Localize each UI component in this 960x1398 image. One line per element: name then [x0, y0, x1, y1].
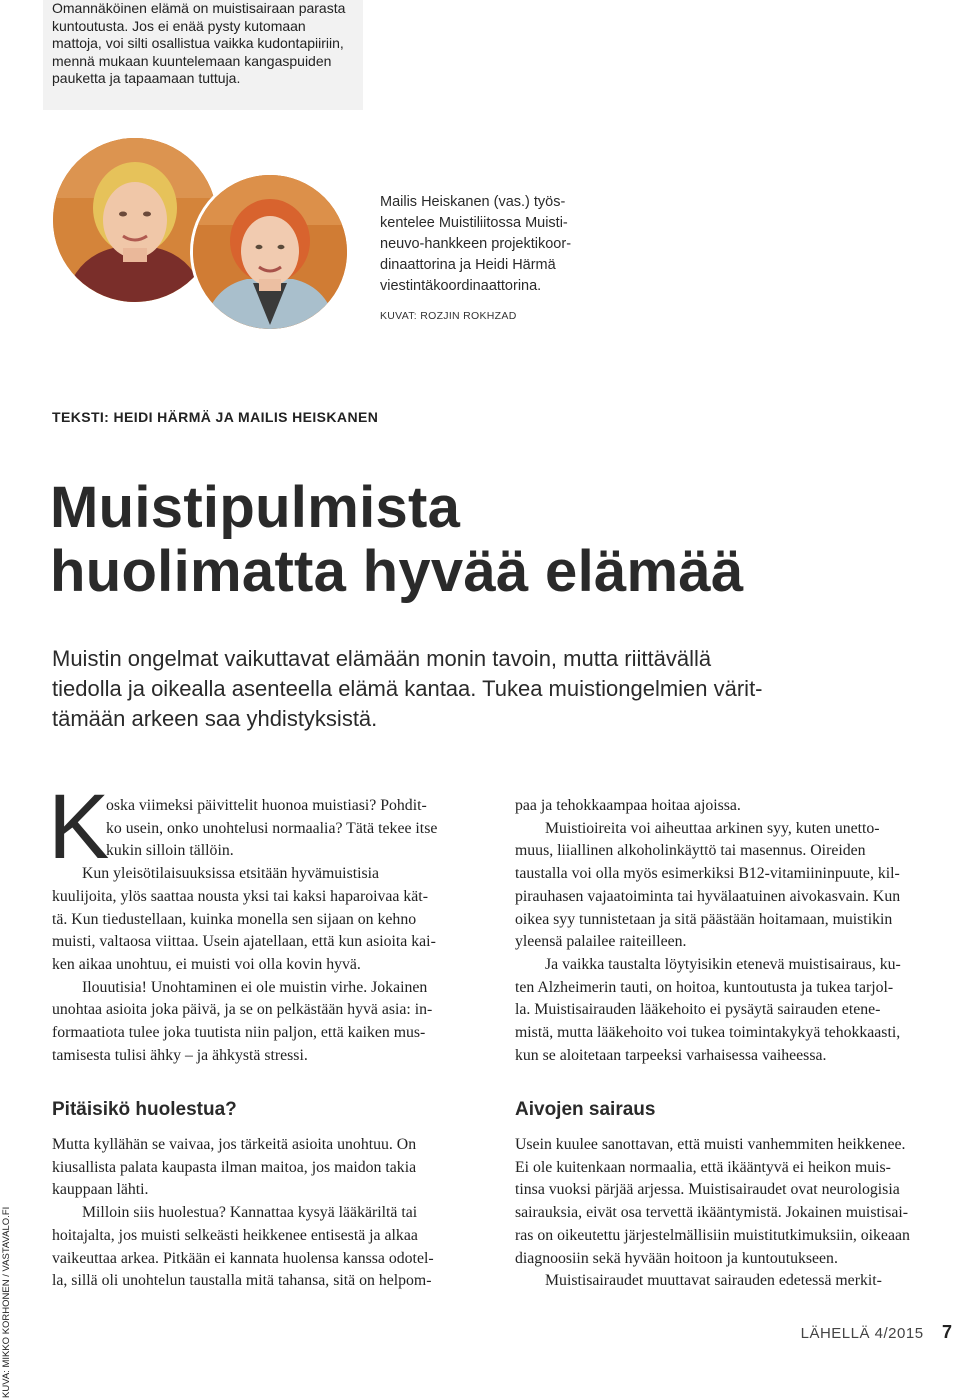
subheading-right: Aivojen sairaus — [515, 1099, 656, 1120]
magazine-issue: LÄHELLÄ 4/2015 — [800, 1325, 924, 1342]
body-paragraph: Kun yleisötilaisuuksissa etsitään hyvämuistisia kuulijoita, ylös saattaa nousta yksi tai kaksi haparoivaa kät- tä. Kun tiedustellaan, kuinka monella sen sijaan on kehno muisti, valtaosa viittaa. Usein ajatellaan, että kun asioita kai- ken aikaa unohtuu, ei muisti voi olla kovin hyvä. — [52, 865, 436, 973]
body-paragraph: Ja vaikka taustalta löytyisikin etenevä muistisairaus, ku- ten Alzheimerin tauti, on hoitoa, kuntoutusta ja tukea tarjol- la. Muistisairauden lääkehoito ei pysäytä sairauden etene- mistä, mutta lääkehoito voi tukea toimintakykyä tehokkaasti, kun se aloitetaan tarpeeksi varhaisessa vaiheessa. — [515, 955, 901, 1064]
body-paragraph: Muistisairaudet muuttavat sairauden edetessä merkit- — [545, 1272, 882, 1290]
body-paragraph: Ilouutisia! Unohtaminen ei ole muistin virhe. Jokainen unohtaa asioita joka päivä, ja se on pelkästään hyvä asia: in- formaatiota tulee joka tuutista niin paljon, että kaiken mus- tamisesta tulisi ähky – ja ähkystä stressi. — [52, 978, 433, 1064]
side-photo-credit: KUVA: MIKKO KORHONEN / VASTAVALO.FI — [1, 1206, 12, 1398]
lead-paragraph: Muistin ongelmat vaikuttavat elämään monin tavoin, mutta riittävällä tiedolla ja oikealla asenteella elämä kantaa. Tukea muistiongelmien värit- tämään arkeen saa yhdistyksistä. — [52, 646, 763, 731]
intro-text — [52, 0, 362, 88]
photo-caption — [380, 192, 610, 297]
headline-line-1: Muistipulmista — [50, 475, 461, 540]
drop-cap: K — [48, 776, 110, 878]
intro-paragraph: Omannäköinen elämä on muistisairaan parasta kuntoutusta. Jos ei enää pysty kutomaan mattoja, voi silti osallistua vaikka kudontapiiriin, mennä mukaan kuuntelemaan kangaspuiden pauketta ja tapaamaan tuttuja. — [52, 0, 346, 86]
body-paragraph: Mutta kyllähän se vaivaa, jos tärkeitä asioita unohtuu. On kiusallista palata kaupasta ilman maitoa, jos maidon takia kauppaan lähti. — [52, 1136, 417, 1199]
headline — [50, 476, 930, 604]
byline: TEKSTI: HEIDI HÄRMÄ JA MAILIS HEISKANEN — [52, 409, 379, 425]
body-paragraph: Milloin siis huolestua? Kannattaa kysyä lääkäriltä tai hoitajalta, jos muisti selkeästi heikkenee entisestä ja alkaa vaikeuttaa arkea. Pitkään ei kannata huolensa kanssa odotel- la, sillä oli unohtelun taustalla mitä tahansa, sitä on helpom- — [52, 1204, 434, 1290]
body-paragraph: oska viimeksi päivittelit huonoa muistiasi? Pohdit- ko usein, onko unohtelusi normaalia? Tätä tekee itse kukin silloin tällöin. — [106, 797, 438, 860]
headline-line-2: huolimatta hyvää elämää — [50, 539, 744, 604]
body-column-right-bottom — [515, 1134, 960, 1293]
page-number: 7 — [941, 1322, 952, 1342]
body-column-right-top — [515, 795, 960, 1067]
body-paragraph: paa ja tehokkaampaa hoitaa ajoissa. — [515, 797, 741, 814]
photo-caption-text: Mailis Heiskanen (vas.) työs- kentelee Muistiliitossa Muisti- neuvo-hankkeen projektikoor- dinaattorina ja Heidi Härmä viestintäkoordinaattorina. — [380, 194, 572, 294]
body-column-left-top — [52, 795, 502, 1067]
photo-credit: KUVAT: ROZJIN ROKHZAD — [380, 310, 517, 322]
subheading-left: Pitäisikö huolestua? — [52, 1099, 237, 1120]
body-paragraph: Muistioireita voi aiheuttaa arkinen syy, kuten unetto- muus, liiallinen alkoholinkäyttö tai masennus. Oireiden taustalla voi olla myös esimerkiksi B12-vitamiininpuute, kil- pirauhasen vajaatoiminta tai hyvälaatuinen aivokasvain. Kun oikea syy tunnistetaan ja sitä päästään hoitamaan, muistikin yleensä palailee raiteilleen. — [515, 819, 901, 951]
body-column-left-bottom — [52, 1134, 502, 1293]
body-paragraph: Usein kuulee sanottavan, että muisti vanhemmiten heikkenee. Ei ole kuitenkaan normaalia, että ikääntyvä ei heikon muis- tinsa vuoksi pärjää arjessa. Muistisairaudet ovat neurologisia sairauksia, eivät osa tervettä ikääntymistä. Jokainen muistisai- ras on oikeutettu järjestelmällisiin muistitutkimuksiin, oikeaan diagnoosiin sekä hyvään hoitoon ja kuntoutukseen. — [515, 1136, 910, 1267]
page-footer — [801, 1322, 952, 1343]
portrait-photo-right — [190, 172, 350, 332]
